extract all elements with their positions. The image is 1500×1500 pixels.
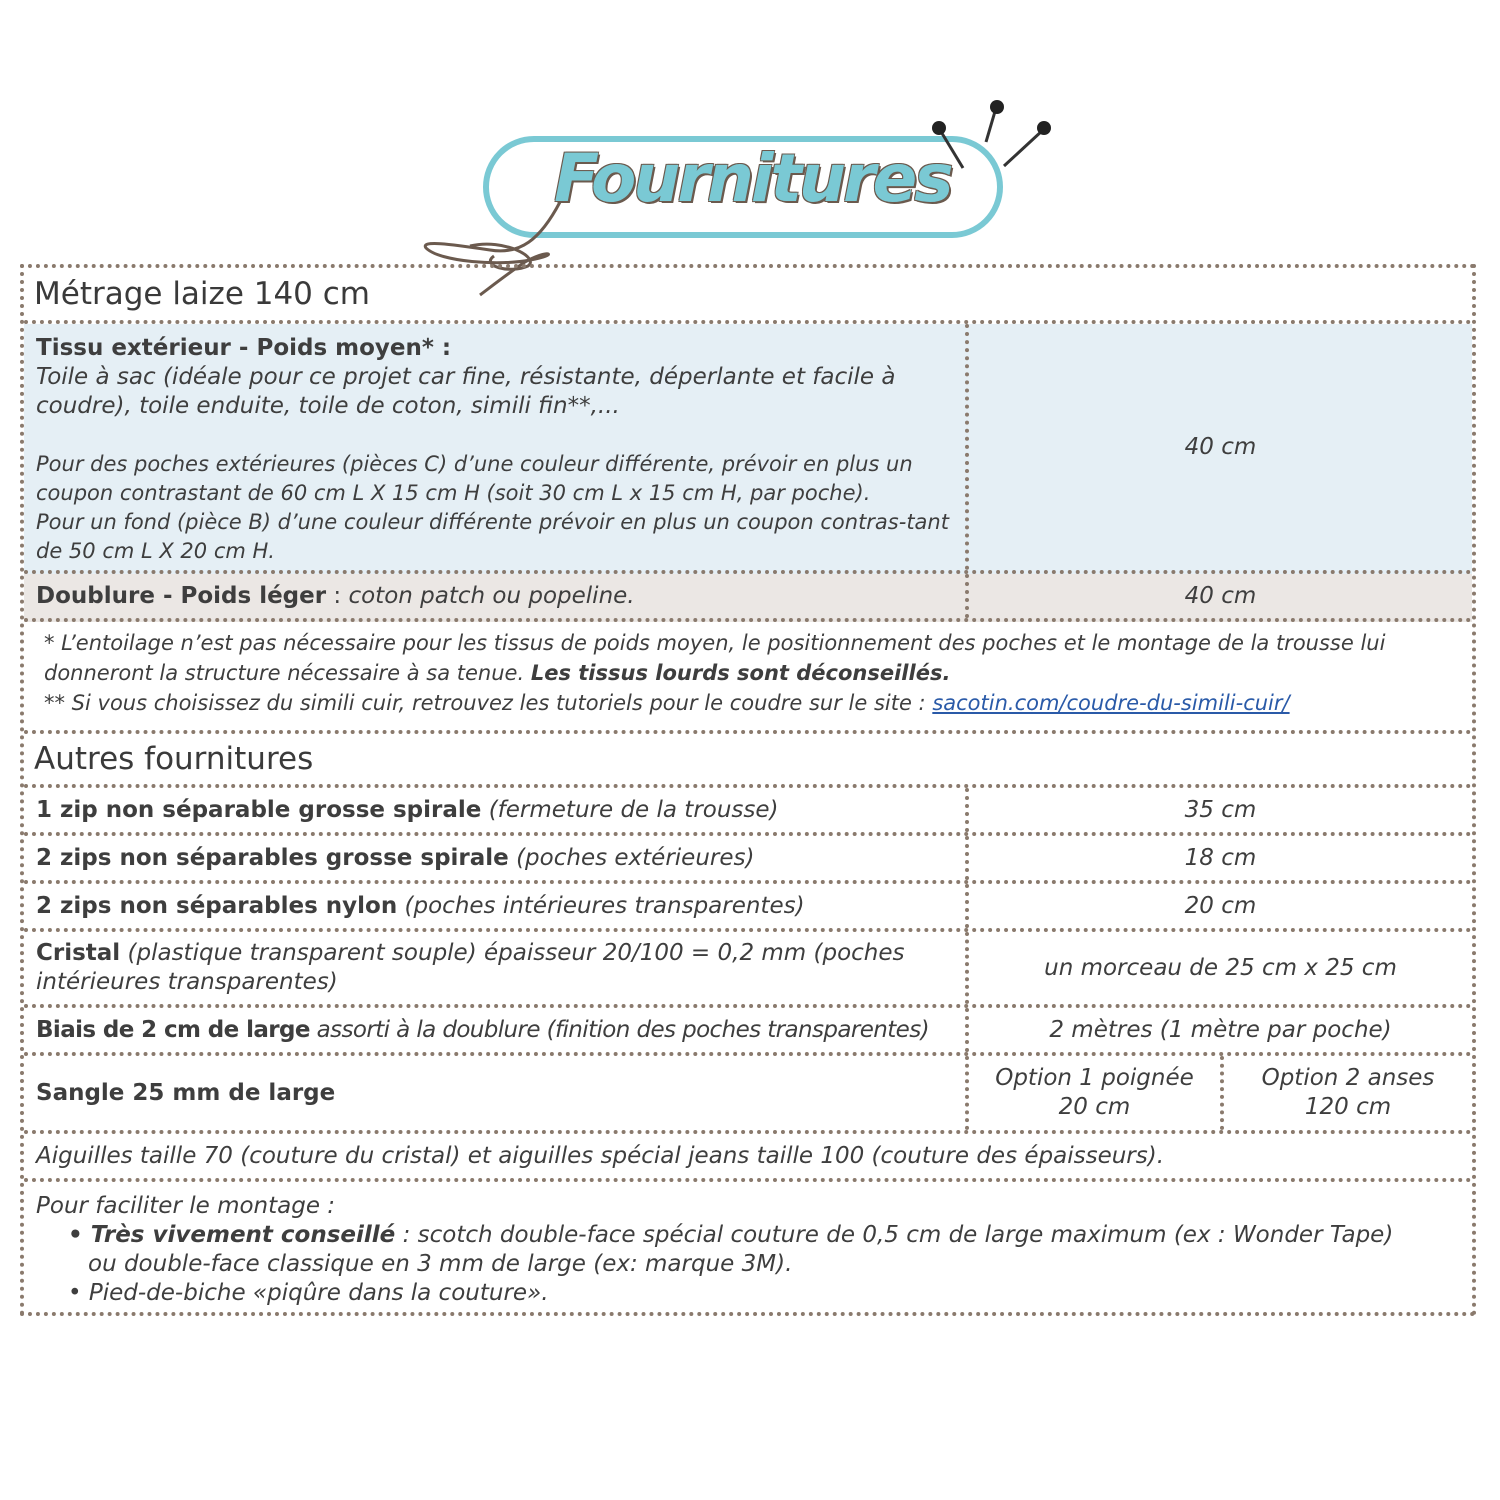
row-cristal bbox=[24, 932, 1472, 1008]
exterior-fabric-cell bbox=[24, 324, 965, 570]
supplies-sheet bbox=[20, 264, 1476, 1316]
option1-amount: 20 cm bbox=[1058, 1094, 1131, 1120]
row-zip-interior bbox=[24, 884, 1472, 932]
lining-cell bbox=[24, 574, 965, 618]
biais-desc: assorti à la doublure (finition des poches transparentes) bbox=[316, 1016, 929, 1043]
montage-bullet1-text: : scotch double-face spécial couture de 0,5 cm de large maximum (ex : Wonder Tape) bbox=[395, 1222, 1394, 1248]
biais-label: Biais de 2 cm de large bbox=[36, 1016, 310, 1043]
zip-exterior-label: 2 zips non séparables grosse spirale bbox=[36, 844, 509, 871]
zip-closure-amount: 35 cm bbox=[965, 788, 1472, 832]
footnote-interfacing: * L’entoilage n’est pas nécessaire pour les tissus de poids moyen, le positionnement des poches et le montage de la trousse lui donneront la structure nécessaire à sa tenue. bbox=[44, 631, 1386, 685]
row-aiguilles bbox=[24, 1134, 1472, 1182]
biais-amount: 2 mètres (1 mètre par poche) bbox=[965, 1008, 1472, 1052]
montage-bullet1-bold: • Très vivement conseillé bbox=[68, 1222, 396, 1248]
section-header-metrage bbox=[24, 268, 1472, 324]
sangle-options bbox=[965, 1056, 1472, 1130]
footnotes bbox=[24, 622, 1472, 730]
cristal-label: Cristal bbox=[36, 940, 121, 966]
row-sangle bbox=[24, 1056, 1472, 1134]
option2-label: Option 2 anses bbox=[1261, 1065, 1435, 1091]
lining-separator: : bbox=[326, 582, 349, 609]
exterior-bottom-note: Pour un fond (pièce B) d’une couleur différente prévoir en plus un coupon contras-tant de 50 cm L X 20 cm H. bbox=[36, 510, 949, 563]
faux-leather-tutorial-link[interactable]: sacotin.com/coudre-du-simili-cuir/ bbox=[932, 691, 1290, 715]
row-exterior-fabric bbox=[24, 324, 1472, 574]
zip-closure-cell bbox=[24, 788, 965, 832]
footnote-faux-leather: ** Si vous choisissez du simili cuir, retrouvez les tutoriels pour le coudre sur le site : bbox=[44, 691, 926, 715]
option1-label: Option 1 poignée bbox=[995, 1065, 1194, 1091]
biais-cell bbox=[24, 1008, 965, 1052]
exterior-fabric-amount: 40 cm bbox=[965, 324, 1472, 570]
zip-closure-label: 1 zip non séparable grosse spirale bbox=[36, 796, 482, 823]
row-biais bbox=[24, 1008, 1472, 1056]
aiguilles-line: Aiguilles taille 70 (couture du cristal) et aiguilles spécial jeans taille 100 (couture des épaisseurs). bbox=[36, 1142, 1165, 1169]
section-title-autres: Autres fournitures bbox=[34, 740, 314, 777]
lining-description: coton patch ou popeline. bbox=[348, 582, 635, 609]
cristal-cell bbox=[24, 932, 965, 1004]
sangle-option-1 bbox=[969, 1056, 1224, 1130]
sangle-option-2 bbox=[1224, 1056, 1472, 1130]
exterior-fabric-label: Tissu extérieur - Poids moyen* : bbox=[36, 335, 452, 361]
sangle-label: Sangle 25 mm de large bbox=[36, 1079, 336, 1106]
zip-interior-cell bbox=[24, 884, 965, 928]
row-montage bbox=[24, 1182, 1472, 1312]
lining-amount: 40 cm bbox=[965, 574, 1472, 618]
montage-block bbox=[24, 1182, 1472, 1312]
montage-intro: Pour faciliter le montage : bbox=[36, 1193, 336, 1219]
option2-amount: 120 cm bbox=[1304, 1094, 1392, 1120]
cristal-amount: un morceau de 25 cm x 25 cm bbox=[965, 932, 1472, 1004]
lining-label: Doublure - Poids léger bbox=[36, 582, 327, 609]
zip-interior-label: 2 zips non séparables nylon bbox=[36, 892, 398, 919]
sangle-cell bbox=[24, 1056, 965, 1130]
row-zip-closure bbox=[24, 788, 1472, 836]
aiguilles-text bbox=[24, 1134, 1472, 1178]
zip-closure-desc: (fermeture de la trousse) bbox=[488, 796, 779, 823]
zip-exterior-amount: 18 cm bbox=[965, 836, 1472, 880]
row-footnotes bbox=[24, 622, 1472, 734]
montage-bullet1-cont: ou double-face classique en 3 mm de large (ex: marque 3M). bbox=[88, 1251, 793, 1277]
page-title: Fournitures bbox=[554, 140, 951, 217]
exterior-pockets-note: Pour des poches extérieures (pièces C) d’une couleur différente, prévoir en plus un coupon contrastant de 60 cm L X 15 cm H (soit 30 cm L x 15 cm H, par poche). bbox=[36, 452, 913, 505]
zip-interior-desc: (poches intérieures transparentes) bbox=[404, 892, 805, 919]
zip-interior-amount: 20 cm bbox=[965, 884, 1472, 928]
section-title-metrage: Métrage laize 140 cm bbox=[34, 275, 371, 312]
zip-exterior-cell bbox=[24, 836, 965, 880]
section-header-autres bbox=[24, 734, 1472, 788]
montage-bullet2: • Pied-de-biche «piqûre dans la couture». bbox=[68, 1280, 549, 1306]
row-lining bbox=[24, 574, 1472, 622]
footnote-heavy-fabrics: Les tissus lourds sont déconseillés. bbox=[530, 661, 951, 685]
row-zip-exterior bbox=[24, 836, 1472, 884]
exterior-fabric-description: Toile à sac (idéale pour ce projet car fine, résistante, déperlante et facile à coudre), toile enduite, toile de coton, simili fin**,... bbox=[36, 364, 896, 419]
cristal-desc: (plastique transparent souple) épaisseur 20/100 = 0,2 mm (poches intérieures transparentes) bbox=[36, 940, 905, 995]
zip-exterior-desc: (poches extérieures) bbox=[516, 844, 755, 871]
